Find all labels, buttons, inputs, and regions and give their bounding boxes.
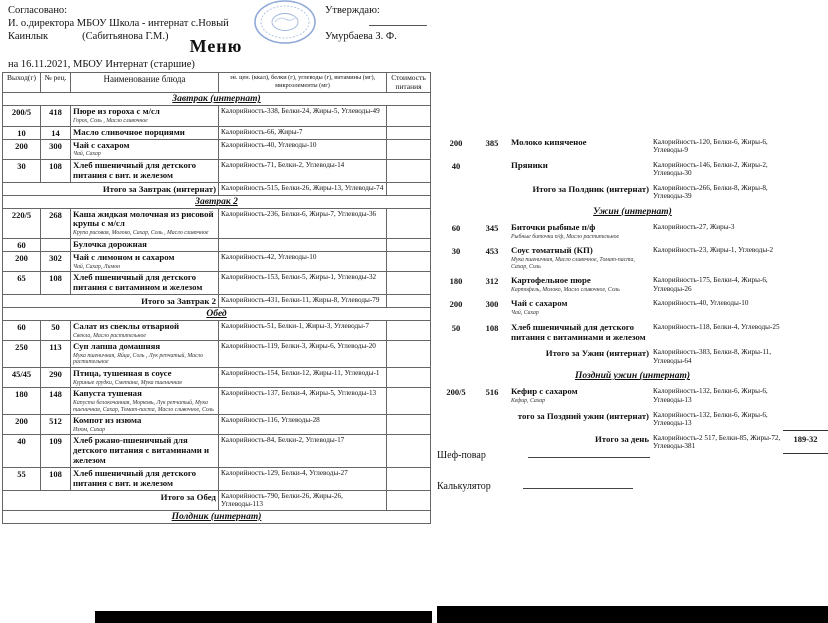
total-row bbox=[437, 408, 828, 431]
page-title: Меню bbox=[189, 36, 243, 56]
dish-cell bbox=[71, 208, 219, 238]
serving-size-cell: 60 bbox=[3, 238, 41, 251]
cost-cell bbox=[387, 467, 431, 490]
dish-row bbox=[3, 159, 431, 182]
serving-size-cell: 200 bbox=[3, 139, 41, 159]
dish-ingredients: Чай, Сахар bbox=[511, 310, 539, 317]
recipe-number-cell: 108 bbox=[41, 467, 71, 490]
nutrition-cell: Калорийность-40, Углеводы-10 bbox=[219, 139, 387, 159]
calculator-signature-row bbox=[437, 481, 633, 492]
recipe-number-cell: 50 bbox=[41, 320, 71, 340]
recipe-number-cell: 453 bbox=[485, 246, 499, 257]
dish-ingredients: Чай, Сахар bbox=[73, 151, 101, 158]
dish-cell bbox=[71, 126, 219, 139]
dish-row bbox=[437, 296, 828, 319]
cost-cell bbox=[387, 238, 431, 251]
cost-cell bbox=[387, 139, 431, 159]
serving-size-cell: 180 bbox=[449, 276, 463, 287]
chef-signature-line bbox=[528, 457, 650, 458]
dish-name: Масло сливочное порциями bbox=[73, 126, 185, 137]
approval-left-line1: И. о.директора МБОУ Школа - интернат с.Новый bbox=[8, 18, 229, 29]
section-row bbox=[3, 510, 431, 523]
total-row bbox=[3, 294, 431, 307]
col-header-cost: Стоимость питания bbox=[387, 73, 431, 93]
dish-ingredients: Рыбные биточки п/ф, Масло растительное bbox=[511, 233, 620, 240]
nutrition-cell bbox=[219, 238, 387, 251]
dish-cell bbox=[71, 272, 219, 295]
recipe-number-cell: 418 bbox=[41, 106, 71, 126]
cost-cell bbox=[387, 320, 431, 340]
cost-cell bbox=[783, 135, 828, 158]
col-header-name: Наименование блюда bbox=[71, 73, 219, 93]
signature-line bbox=[369, 25, 427, 26]
total-cost-cell bbox=[387, 294, 431, 307]
right-menu-table bbox=[437, 135, 828, 454]
serving-size-cell: 200 bbox=[449, 299, 463, 310]
total-nutrition-cell: Калорийность-431, Белки-11, Жиры-8, Углеводы-79 bbox=[219, 294, 387, 307]
nutrition-cell: Калорийность-116, Углеводы-28 bbox=[219, 415, 387, 435]
table-header-row bbox=[3, 73, 431, 93]
dish-cell bbox=[509, 320, 651, 346]
dish-name: Пряники bbox=[511, 159, 548, 170]
nutrition-cell: Калорийность-71, Белки-2, Углеводы-14 bbox=[219, 159, 387, 182]
dish-ingredients: Горох, Соль , Масло сливочное bbox=[73, 118, 148, 125]
dish-cell bbox=[509, 384, 651, 407]
total-cost-cell bbox=[783, 345, 828, 368]
serving-size-cell: 55 bbox=[3, 467, 41, 490]
recipe-number-cell: 312 bbox=[485, 276, 499, 287]
serving-size-cell: 200 bbox=[449, 138, 463, 148]
total-label: того за Поздний ужин (интернат) bbox=[517, 410, 649, 421]
total-nutrition-cell: Калорийность-515, Белки-26, Жиры-13, Углеводы-74 bbox=[219, 182, 387, 195]
dish-ingredients: Мука пшеничная, Яйца, Соль , Лук репчатый, Масло растительное bbox=[73, 352, 204, 366]
dish-name: Хлеб ржано-пшеничный для детского питания с витаминами и железом bbox=[73, 435, 210, 466]
nutrition-cell: Калорийность-137, Белки-4, Жиры-5, Углеводы-13 bbox=[219, 388, 387, 415]
dish-ingredients: Картофель, Молоко, Масло сливочное, Соль bbox=[511, 286, 620, 293]
recipe-number-cell: 290 bbox=[41, 367, 71, 387]
nutrition-cell: Калорийность-27, Жиры-3 bbox=[653, 222, 735, 231]
dish-row bbox=[437, 158, 828, 181]
dish-ingredients: Крупа рисовая, Молоко, Сахар, Соль , Масло сливочное bbox=[73, 230, 209, 237]
serving-size-cell: 30 bbox=[451, 246, 461, 257]
dish-name: Биточки рыбные п/ф bbox=[511, 221, 596, 232]
dish-row bbox=[3, 126, 431, 139]
col-header-out: Выход(г) bbox=[3, 73, 41, 93]
scan-black-bar-left bbox=[95, 611, 432, 623]
cost-cell bbox=[387, 367, 431, 387]
dish-name: Соус томатный (КП) bbox=[511, 245, 593, 256]
dish-name: Кефир с сахаром bbox=[511, 386, 578, 397]
recipe-number-cell: 109 bbox=[41, 435, 71, 468]
total-cost-cell bbox=[783, 408, 828, 431]
section-title: Ужин (интернат) bbox=[593, 206, 672, 217]
cost-cell bbox=[387, 251, 431, 271]
nutrition-cell: Калорийность-40, Углеводы-10 bbox=[653, 299, 749, 308]
section-row bbox=[437, 204, 828, 220]
dish-name: Капуста тушеная bbox=[73, 388, 142, 399]
total-label: Итого за Завтрак (интернат) bbox=[3, 182, 219, 195]
approval-left-village: Каинлык bbox=[8, 31, 49, 42]
nutrition-cell: Калорийность-236, Белки-6, Жиры-7, Углеводы-36 bbox=[219, 208, 387, 238]
serving-size-cell: 40 bbox=[451, 160, 461, 171]
serving-size-cell: 30 bbox=[3, 159, 41, 182]
nutrition-cell: Калорийность-146, Белки-2, Жиры-2, Углеводы-30 bbox=[653, 160, 768, 178]
dish-name: Булочка дорожная bbox=[73, 238, 147, 249]
nutrition-cell: Калорийность-23, Жиры-1, Углеводы-2 bbox=[653, 246, 774, 255]
left-menu-table bbox=[2, 72, 431, 524]
section-title: Завтрак (интернат) bbox=[3, 93, 431, 106]
dish-cell bbox=[509, 220, 651, 243]
section-title: Поздний ужин (интернат) bbox=[574, 371, 690, 382]
nutrition-cell: Калорийность-119, Белки-3, Жиры-6, Углеводы-20 bbox=[219, 341, 387, 368]
total-cost-cell bbox=[387, 182, 431, 195]
recipe-number-cell: 108 bbox=[41, 272, 71, 295]
dish-name: Чай с сахаром bbox=[73, 139, 130, 150]
total-cost-cell: 189-32 bbox=[783, 431, 828, 454]
total-row bbox=[3, 490, 431, 510]
recipe-number-cell: 108 bbox=[41, 159, 71, 182]
dish-row bbox=[437, 243, 828, 273]
approval-left-title: Согласовано: bbox=[8, 5, 68, 16]
dish-name: Салат из свеклы отварной bbox=[73, 320, 180, 331]
dish-row bbox=[3, 467, 431, 490]
page-subtitle: на 16.11.2021, МБОУ Интернат (старшие) bbox=[8, 59, 195, 70]
nutrition-cell: Калорийность-132, Белки-6, Жиры-6, Углеводы-13 bbox=[653, 387, 768, 404]
cost-cell bbox=[783, 220, 828, 243]
dish-name: Компот из изюма bbox=[73, 415, 142, 426]
section-row bbox=[3, 93, 431, 106]
dish-name: Хлеб пшеничный для детского питания с вит. и железом bbox=[73, 159, 197, 180]
dish-ingredients: Мука пшеничная, Масло сливочное, Томат-паста, Сахар, Соль bbox=[511, 257, 635, 270]
nutrition-cell: Калорийность-129, Белки-4, Углеводы-27 bbox=[219, 467, 387, 490]
total-cost-cell bbox=[387, 490, 431, 510]
col-header-nutrition: эн. цен. (ккал), белки (г), углеводы (г), витамины (мг), микроэлементы (мг) bbox=[219, 73, 387, 93]
recipe-number-cell: 300 bbox=[41, 139, 71, 159]
total-label: Итого за Ужин (интернат) bbox=[545, 348, 649, 359]
dish-row bbox=[3, 320, 431, 340]
dish-cell bbox=[71, 320, 219, 340]
cost-cell bbox=[387, 159, 431, 182]
nutrition-cell: Калорийность-338, Белки-24, Жиры-5, Углеводы-49 bbox=[219, 106, 387, 126]
total-row bbox=[437, 345, 828, 368]
dish-ingredients: Чай, Сахар, Лимон bbox=[73, 263, 120, 270]
cost-cell bbox=[387, 106, 431, 126]
dish-row bbox=[437, 320, 828, 346]
dish-name: Картофельное пюре bbox=[511, 275, 591, 286]
dish-cell bbox=[71, 388, 219, 415]
serving-size-cell: 220/5 bbox=[3, 208, 41, 238]
serving-size-cell: 65 bbox=[3, 272, 41, 295]
dish-row bbox=[3, 415, 431, 435]
cost-cell bbox=[783, 384, 828, 407]
dish-name: Хлеб пшеничный для детского питания с витаминами и железом bbox=[511, 321, 646, 342]
col-header-rec: № рец. bbox=[41, 73, 71, 93]
dish-row bbox=[437, 384, 828, 407]
nutrition-cell: Калорийность-154, Белки-12, Жиры-11, Углеводы-1 bbox=[219, 367, 387, 387]
dish-cell bbox=[71, 467, 219, 490]
approval-right-name: Умурбаева З. Ф. bbox=[325, 31, 397, 42]
recipe-number-cell bbox=[41, 238, 71, 251]
dish-row bbox=[3, 251, 431, 271]
cost-cell bbox=[387, 208, 431, 238]
dish-ingredients: Куриные грудки, Сметана, Мука пшеничная bbox=[73, 379, 182, 386]
total-row bbox=[437, 181, 828, 204]
serving-size-cell: 250 bbox=[3, 341, 41, 368]
dish-cell bbox=[71, 341, 219, 368]
cost-cell bbox=[387, 415, 431, 435]
section-row bbox=[3, 195, 431, 208]
nutrition-cell: Калорийность-42, Углеводы-10 bbox=[219, 251, 387, 271]
recipe-number-cell: 268 bbox=[41, 208, 71, 238]
dish-row bbox=[3, 272, 431, 295]
serving-size-cell: 200 bbox=[3, 251, 41, 271]
total-nutrition-cell: Калорийность-2 517, Белки-85, Жиры-72, Углеводы-381 bbox=[653, 433, 781, 451]
total-nutrition-cell: Калорийность-266, Белки-8, Жиры-8, Углеводы-39 bbox=[653, 183, 768, 201]
dish-row bbox=[3, 238, 431, 251]
dish-row bbox=[437, 135, 828, 158]
nutrition-cell: Калорийность-153, Белки-5, Жиры-1, Углеводы-32 bbox=[219, 272, 387, 295]
cost-cell bbox=[783, 296, 828, 319]
calculator-label: Калькулятор bbox=[437, 481, 491, 492]
dish-row bbox=[3, 139, 431, 159]
dish-name: Молоко кипяченое bbox=[511, 137, 587, 147]
dish-row bbox=[3, 367, 431, 387]
recipe-number-cell: 300 bbox=[485, 299, 499, 310]
recipe-number-cell: 385 bbox=[485, 138, 499, 148]
recipe-number-cell bbox=[475, 158, 509, 181]
dish-name: Суп лапша домашняя bbox=[73, 341, 161, 352]
dish-ingredients: Изюм, Сахар bbox=[73, 426, 106, 433]
dish-ingredients: Кефир, Сахар bbox=[511, 398, 546, 405]
scan-black-bar-right bbox=[437, 606, 828, 623]
dish-cell bbox=[71, 159, 219, 182]
recipe-number-cell: 345 bbox=[485, 222, 499, 233]
chef-signature-row bbox=[437, 450, 650, 461]
dish-name: Каша жидкая молочная из рисовой крупы с м/сл bbox=[73, 208, 214, 229]
dish-cell bbox=[509, 158, 651, 181]
dish-cell bbox=[509, 273, 651, 296]
dish-row bbox=[437, 220, 828, 243]
dish-name: Хлеб пшеничный для детского питания с витамином и железом bbox=[73, 272, 203, 292]
cost-cell bbox=[783, 320, 828, 346]
recipe-number-cell: 113 bbox=[41, 341, 71, 368]
cost-cell bbox=[387, 341, 431, 368]
dish-cell bbox=[71, 435, 219, 468]
dish-name: Чай с сахаром bbox=[511, 298, 568, 309]
cost-cell bbox=[783, 273, 828, 296]
approval-left-signer: (Сабитьянова Г.М.) bbox=[82, 31, 169, 42]
recipe-number-cell: 14 bbox=[41, 126, 71, 139]
recipe-number-cell: 516 bbox=[485, 387, 499, 398]
recipe-number-cell: 148 bbox=[41, 388, 71, 415]
dish-row bbox=[3, 435, 431, 468]
total-label: Итого за Обед bbox=[3, 490, 219, 510]
serving-size-cell: 200/5 bbox=[3, 106, 41, 126]
dish-name: Хлеб пшеничный для детского питания с вит. и железом bbox=[73, 467, 197, 488]
dish-cell bbox=[71, 106, 219, 126]
dish-cell bbox=[71, 367, 219, 387]
total-nutrition-cell: Калорийность-383, Белки-8, Жиры-11, Углеводы-64 bbox=[653, 348, 772, 365]
serving-size-cell: 40 bbox=[3, 435, 41, 468]
total-nutrition-cell: Калорийность-790, Белки-26, Жиры-26, Углеводы-113 bbox=[219, 490, 387, 510]
nutrition-cell: Калорийность-66, Жиры-7 bbox=[219, 126, 387, 139]
section-title: Обед bbox=[3, 307, 431, 320]
dish-cell bbox=[71, 415, 219, 435]
chef-label: Шеф-повар bbox=[437, 450, 486, 461]
total-row bbox=[3, 182, 431, 195]
cost-cell bbox=[783, 158, 828, 181]
nutrition-cell: Калорийность-84, Белки-2, Углеводы-17 bbox=[219, 435, 387, 468]
nutrition-cell: Калорийность-175, Белки-4, Жиры-6, Углеводы-26 bbox=[653, 276, 768, 293]
dish-ingredients: Капуста белокочанная, Морковь, Лук репчатый, Мука пшеничная, Сахар, Томат-паста, Масло сливочное, Соль bbox=[73, 400, 214, 413]
serving-size-cell: 180 bbox=[3, 388, 41, 415]
dish-cell bbox=[509, 243, 651, 273]
dish-name: Птица, тушенная в соусе bbox=[73, 367, 172, 378]
cost-cell bbox=[387, 388, 431, 415]
total-cost-cell bbox=[783, 181, 828, 204]
total-label: Итого за Завтрак 2 bbox=[3, 294, 219, 307]
section-row bbox=[3, 307, 431, 320]
serving-size-cell: 200 bbox=[3, 415, 41, 435]
section-row bbox=[437, 368, 828, 384]
dish-row bbox=[3, 341, 431, 368]
cost-cell bbox=[387, 435, 431, 468]
dish-cell bbox=[71, 139, 219, 159]
dish-name: Чай с лимоном и сахаром bbox=[73, 251, 175, 262]
section-title: Полдник (интернат) bbox=[3, 510, 431, 523]
nutrition-cell: Калорийность-120, Белки-6, Жиры-6, Углеводы-9 bbox=[653, 138, 768, 155]
calculator-signature-line bbox=[523, 488, 633, 489]
dish-row bbox=[3, 208, 431, 238]
total-label: Итого за Полдник (интернат) bbox=[532, 183, 649, 194]
cost-cell bbox=[387, 126, 431, 139]
total-label: Итого за день bbox=[594, 433, 649, 444]
dish-cell bbox=[509, 296, 651, 319]
nutrition-cell: Калорийность-51, Белки-1, Жиры-3, Углеводы-7 bbox=[219, 320, 387, 340]
recipe-number-cell: 108 bbox=[485, 322, 499, 333]
section-title: Завтрак 2 bbox=[3, 195, 431, 208]
dish-cell bbox=[71, 238, 219, 251]
total-nutrition-cell: Калорийность-132, Белки-6, Жиры-6, Углеводы-13 bbox=[653, 410, 768, 428]
dish-row bbox=[3, 388, 431, 415]
dish-cell bbox=[71, 251, 219, 271]
cost-cell bbox=[783, 243, 828, 273]
serving-size-cell: 10 bbox=[3, 126, 41, 139]
serving-size-cell: 60 bbox=[3, 320, 41, 340]
serving-size-cell: 50 bbox=[451, 322, 461, 333]
dish-row bbox=[437, 273, 828, 296]
recipe-number-cell: 512 bbox=[41, 415, 71, 435]
recipe-number-cell: 302 bbox=[41, 251, 71, 271]
nutrition-cell: Калорийность-118, Белки-4, Углеводы-25 bbox=[653, 322, 780, 331]
cost-cell bbox=[387, 272, 431, 295]
approval-right-title: Утверждаю: bbox=[325, 5, 380, 16]
serving-size-cell: 200/5 bbox=[446, 387, 466, 398]
dish-ingredients: Свекла, Масло растительное bbox=[73, 332, 146, 339]
serving-size-cell: 60 bbox=[451, 222, 461, 233]
dish-cell bbox=[509, 135, 651, 158]
serving-size-cell: 45/45 bbox=[3, 367, 41, 387]
dish-name: Пюре из гороха с м/сл bbox=[73, 106, 160, 117]
dish-row bbox=[3, 106, 431, 126]
